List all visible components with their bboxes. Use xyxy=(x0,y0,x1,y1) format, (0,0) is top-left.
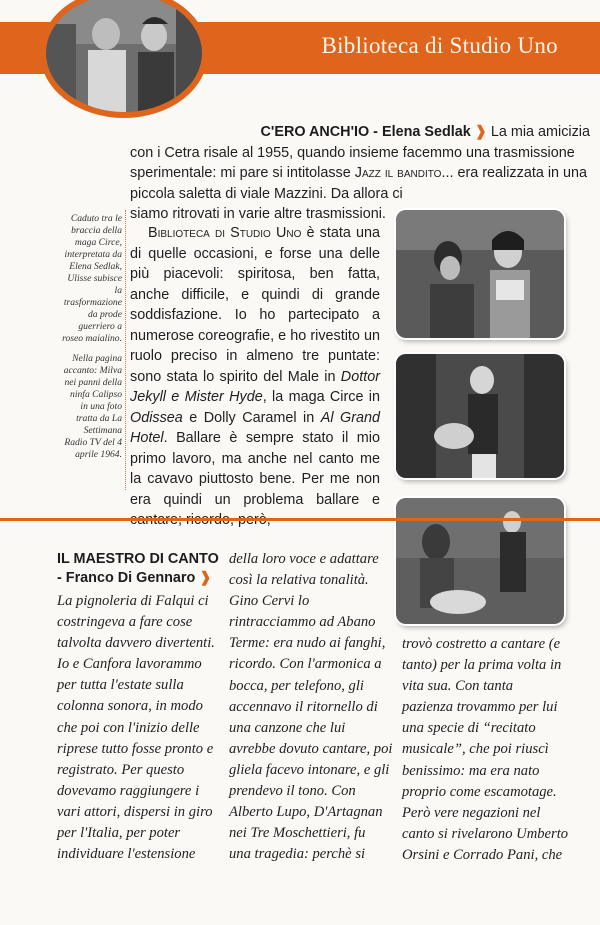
column-line: prendevo il tono. Con xyxy=(229,783,356,800)
photo-tv-1 xyxy=(396,210,564,338)
section-divider xyxy=(0,518,600,521)
photo-circe-ulisse xyxy=(396,210,564,338)
column-line: riprese tutto fosse pronto e xyxy=(57,740,214,757)
column-line: per tutta l'estate sulla xyxy=(57,677,184,694)
page-title: Biblioteca di Studio Uno xyxy=(321,33,558,58)
column-line: Però vere negazioni nel xyxy=(402,804,541,821)
photo-tv-3 xyxy=(396,498,564,624)
para-text-d: . Ballare è sempre stato il mio primo lavoro, ma anche nel canto me la cavavo piuttosto bene. Per me non era quindi un problema ballare e xyxy=(130,430,380,508)
caption-second: Nella pagina accanto: Milva nei panni della ninfa Calipso in una foto tratta da La Settimana Radio TV del 4 aprile 1964. xyxy=(63,353,122,460)
column-line: Orsini e Corrado Pani, che xyxy=(402,846,563,863)
circular-photo-image xyxy=(46,0,202,112)
column-line: musicale”, che poi riuscì xyxy=(402,741,549,758)
column-line: ricordo. Con l'armonica a xyxy=(229,656,382,673)
column-line: rintracciammo ad Abano xyxy=(229,614,376,631)
column-line: Alberto Lupo, D'Artagnan xyxy=(229,804,383,821)
column-line: che poi con l'inizio delle xyxy=(57,719,200,736)
column-line: avrebbe dovuto cantare, poi xyxy=(229,740,393,757)
photo-tv-2 xyxy=(396,354,564,478)
column-line: una specie di “recitato xyxy=(402,720,536,737)
column-line: accennavo il ritornello di xyxy=(229,698,378,715)
column-line: canto si rivelarono Umberto xyxy=(402,825,569,842)
column-line: trovò costretto a cantare (e xyxy=(402,636,561,652)
caption-rule xyxy=(125,210,126,490)
intro-line-4: piccola saletta di viale Mazzini. Da allora ci xyxy=(130,185,403,202)
title-odissea: Odissea xyxy=(130,409,183,426)
column-line: vita sua. Con tanta xyxy=(402,678,514,695)
column-line: Gino Cervi lo xyxy=(229,593,310,610)
section-heading xyxy=(57,550,237,588)
column-line: una tragedia: perchè si xyxy=(229,846,366,863)
column-line: nei Tre Moschettieri, fu xyxy=(229,825,366,842)
main-paragraph xyxy=(130,223,380,531)
title-grand-hotel: Al Grand Hotel xyxy=(130,409,380,446)
text-column-3 xyxy=(402,634,567,866)
intro-line-3: sperimentale: mi pare si intitolasse xyxy=(130,165,351,181)
column-line: una canzone che lui xyxy=(229,719,346,736)
column-line: Io e Canfora lavorammo xyxy=(57,656,202,673)
column-line: della loro voce e adattare xyxy=(229,551,379,567)
column-line: costringeva a fare cose xyxy=(57,614,193,631)
text-column-1 xyxy=(57,591,222,865)
intro-line-1: La mia amicizia xyxy=(490,124,590,140)
photo-circe-pig xyxy=(396,354,564,478)
para-text-b: , la maga Circe in xyxy=(262,389,380,405)
section-heading-line-2: - Franco Di Gennaro xyxy=(57,570,196,586)
column-line: vari attori, dispersi in giro xyxy=(57,803,213,820)
column-line: tanto) per la prima volta in xyxy=(402,657,562,674)
column-line: individuare l'estensione xyxy=(57,846,196,863)
text-column-2 xyxy=(229,549,394,865)
chevron-right-icon: ❱ xyxy=(474,124,487,140)
column-line: gliela facevo intonare, e gli xyxy=(229,761,390,778)
column-line: registrato. Per questo xyxy=(57,761,185,778)
column-line: bocca, per telefono, gli xyxy=(229,677,364,694)
show-name: Biblioteca di Studio Uno xyxy=(148,225,302,241)
column-line: dovevamo raggiungere i xyxy=(57,782,200,799)
section-heading-line-1: IL MAESTRO DI CANTO xyxy=(57,551,219,567)
column-line: talvolta davvero divertenti. xyxy=(57,635,215,652)
title-jekyll: Dottor Jekyll e Mister Hyde xyxy=(130,368,380,405)
photo-scene-three xyxy=(396,498,564,624)
chevron-right-icon: ❱ xyxy=(199,570,212,586)
para-text-a: è stata una di quelle occasioni, e forse una delle più piacevoli: spiritosa, ben fatta, anche difficile, e quindi di grande soddisfazione. Io ho partecipato a numerose coreografie, e ho rivestito un ruolo preciso in almeno tre puntate: sono stata lo spirito del Male in xyxy=(130,225,380,385)
column-line: pazienza trovammo per lui xyxy=(402,699,558,716)
column-line: colonna sonora, in modo xyxy=(57,698,203,715)
column-line: La pignoleria di Falqui ci xyxy=(57,593,209,609)
column-line: così la relativa tonalità. xyxy=(229,572,369,589)
column-line: per l'Italia, per poter xyxy=(57,825,181,842)
column-line: proprio come escamotage. xyxy=(402,783,557,800)
column-line: benissimo: ma era nato xyxy=(402,762,540,779)
caption-first: Caduto tra le braccia della maga Circe, interpretata da Elena Sedlak, Ulisse subisce la trasformazione da prode guerriero a roseo maialino. xyxy=(62,213,122,344)
photo-caption xyxy=(62,213,122,469)
column-line: Terme: era nudo ai fanghi, xyxy=(229,635,386,652)
intro-line-2: con i Cetra risale al 1955, quando insieme facemmo una trasmissione xyxy=(130,144,575,161)
intro-line-5: siamo ritrovati in varie altre trasmissioni. xyxy=(130,206,386,222)
article-kicker: C'ERO ANCH'IO - Elena Sedlak xyxy=(260,124,471,140)
intro-line-3b: ... era realizzata in una xyxy=(441,165,588,181)
program-title-jazz: Jazz il bandito xyxy=(354,165,442,181)
para-text-c: e Dolly Caramel in xyxy=(182,409,321,426)
circular-photo xyxy=(40,0,208,118)
